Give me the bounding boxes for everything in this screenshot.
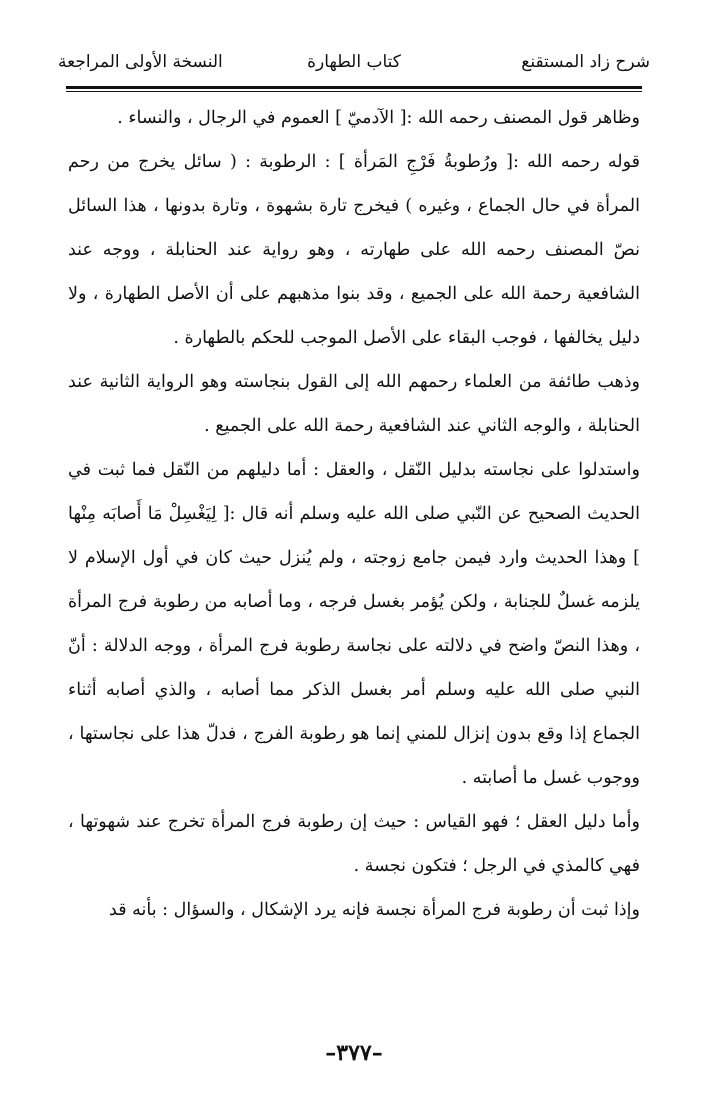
main-text bbox=[68, 96, 640, 932]
header-chapter-title: كتاب الطهارة bbox=[307, 52, 401, 72]
header-rule-thick bbox=[66, 86, 642, 89]
header-rule-thin bbox=[66, 91, 642, 92]
header-edition-note: النسخة الأولى المراجعة bbox=[58, 52, 223, 72]
paragraph: واستدلوا على نجاسته بدليل النّقل ، والعقل : أما دليلهم من النّقل فما ثبت في الحديث الصحيح عن النّبي صلى الله عليه وسلم أنه قال :[ لِيَغْسِلْ مَا أَصابَه مِنْها ] وهذا الحديث وارد فيمن جامع زوجته ، ولم يُنزل حيث كان في أول الإسلام لا يلزمه غسلٌ للجنابة ، ولكن يُؤمر بغسل فرجه ، وما أصابه من رطوبة فرج المرأة ، وهذا النصّ واضح في دلالته على نجاسة رطوبة فرج المرأة ، ووجه الدلالة : أنّ النبي صلى الله عليه وسلم أمر بغسل الذكر مما أصابه ، والذي أصابه أثناء الجماع إذا وقع بدون إنزال للمني إنما هو رطوبة الفرج ، فدلّ هذا على نجاستها ، ووجوب غسل ما أصابته . bbox=[68, 460, 640, 788]
paragraph: وإذا ثبت أن رطوبة فرج المرأة نجسة فإنه يرد الإشكال ، والسؤال : بأنه قد bbox=[109, 900, 640, 920]
header-book-title: شرح زاد المستقنع bbox=[521, 52, 650, 72]
paragraph: قوله رحمه الله :[ ورُطوبةُ فَرْجِ المَرأة ] : الرطوبة : ( سائل يخرج من رحم المرأة في حال الجماع ، وغيره ) فيخرج تارة بشهوة ، وتارة بدونها ، هذا السائل نصّ المصنف رحمه الله على طهارته ، وهو رواية عند الحنابلة ، ووجه عند الشافعية رحمة الله على الجميع ، وقد بنوا مذهبهم على أن الأصل الطهارة ، ولا دليل يخالفها ، فوجب البقاء على الأصل الموجب للحكم بالطهارة . bbox=[68, 152, 640, 348]
running-header bbox=[58, 44, 650, 84]
page-number: –٣٧٧– bbox=[325, 1040, 383, 1066]
paragraph: وذهب طائفة من العلماء رحمهم الله إلى القول بنجاسته وهو الرواية الثانية عند الحنابلة ، والوجه الثاني عند الشافعية رحمة الله على الجميع . bbox=[68, 372, 640, 436]
paragraph: وظاهر قول المصنف رحمه الله :[ الآدميّ ] العموم في الرجال ، والنساء . bbox=[117, 108, 640, 128]
paragraph: وأما دليل العقل ؛ فهو القياس : حيث إن رطوبة فرج المرأة تخرج عند شهوتها ، فهي كالمذي في الرجل ؛ فتكون نجسة . bbox=[68, 812, 640, 876]
